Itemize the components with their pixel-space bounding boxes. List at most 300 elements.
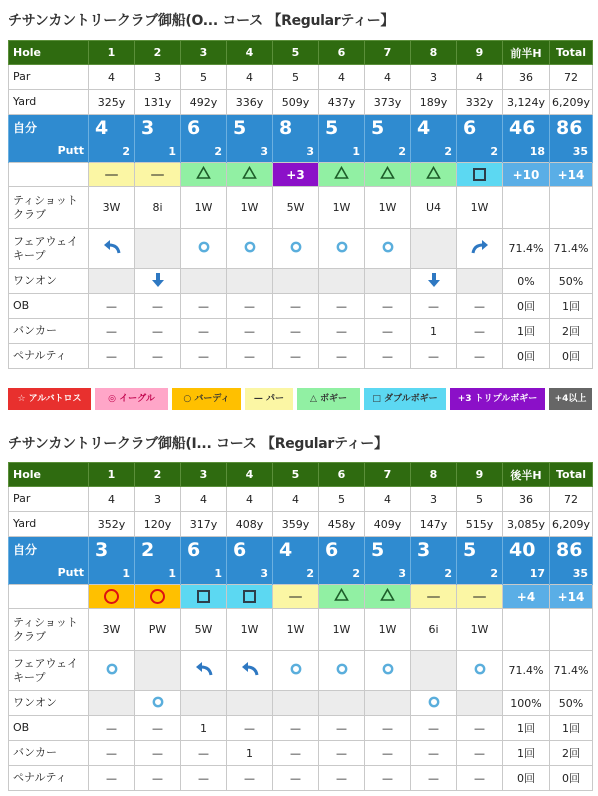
bunker-cell-hole-5: — — [273, 319, 319, 344]
birdie-circle-icon — [104, 589, 119, 604]
tee-club-hole-6: 1W — [319, 187, 365, 229]
tee-club-hole-9: 1W — [457, 609, 503, 651]
yard-half-total: 3,085y — [503, 512, 550, 537]
course-title-in: チサンカントリークラブ御船(I... コース 【Regularティー】 — [8, 436, 388, 452]
small-circle-icon — [290, 241, 302, 255]
ob-cell-hole-9: — — [457, 294, 503, 319]
score-total-value: 86 — [556, 538, 583, 561]
one-on-cell-hole-7 — [365, 691, 411, 716]
score-row — [9, 537, 593, 563]
score-label: 自分 — [9, 537, 89, 563]
putt-cell-hole-1: 1 — [89, 563, 135, 585]
yard-cell-hole-6: 437y — [319, 90, 365, 115]
one-on-cell-hole-9 — [457, 269, 503, 294]
bunker-cell-hole-9: — — [457, 741, 503, 766]
small-circle-icon — [152, 696, 164, 710]
penalty-cell-hole-3: — — [181, 766, 227, 791]
fairway-cell-hole-8 — [411, 651, 457, 691]
yard-half-total: 3,124y — [503, 90, 550, 115]
par-cell-hole-8: 3 — [411, 487, 457, 512]
score-cell-hole-1 — [89, 115, 135, 141]
yard-cell-hole-4: 336y — [227, 90, 273, 115]
putt-cell-hole-1: 2 — [89, 141, 135, 163]
result-cell-hole-6 — [319, 163, 365, 187]
putt-cell-hole-4: 3 — [227, 563, 273, 585]
fairway-cell-hole-1 — [89, 229, 135, 269]
bogey-triangle-icon — [380, 166, 395, 183]
putt-row — [9, 141, 593, 163]
tee-club-hole-6: 1W — [319, 609, 365, 651]
par-cell-hole-3: 5 — [181, 65, 227, 90]
scorecard-out — [8, 40, 593, 369]
bogey-triangle-icon — [380, 588, 395, 605]
tee-shot-label — [9, 187, 89, 229]
penalty-cell-hole-2: — — [135, 766, 181, 791]
result-par-mark: — — [104, 166, 119, 183]
penalty-cell-hole-9: — — [457, 344, 503, 369]
par-cell-hole-9: 4 — [457, 65, 503, 90]
par-cell-hole-5: 5 — [273, 65, 319, 90]
ob-cell-hole-2: — — [135, 716, 181, 741]
yard-row — [9, 512, 593, 537]
result-triple-mark: +3 — [286, 167, 305, 182]
par-cell-hole-4: 4 — [227, 487, 273, 512]
putt-label: Putt — [9, 563, 89, 585]
one-on-cell-hole-5 — [273, 269, 319, 294]
putt-cell-hole-2: 1 — [135, 141, 181, 163]
result-cell-hole-7 — [365, 163, 411, 187]
result-cell-hole-3 — [181, 163, 227, 187]
one-on-cell-hole-3 — [181, 691, 227, 716]
half-header: 前半H — [503, 41, 550, 65]
bunker-cell-hole-1: — — [89, 741, 135, 766]
bunker-cell-hole-6: — — [319, 319, 365, 344]
yard-row — [9, 90, 593, 115]
tee-club-hole-5: 1W — [273, 609, 319, 651]
score-legend — [8, 388, 592, 410]
score-total — [550, 537, 593, 563]
result-cell-hole-3 — [181, 585, 227, 609]
par-cell-hole-2: 3 — [135, 65, 181, 90]
down-arrow-icon — [151, 272, 165, 291]
score-cell-hole-2 — [135, 115, 181, 141]
penalty-row — [9, 766, 593, 791]
putt-cell-hole-8: 2 — [411, 563, 457, 585]
yard-cell-hole-8: 147y — [411, 512, 457, 537]
result-cell-hole-4 — [227, 163, 273, 187]
par-grand-total: 72 — [550, 487, 593, 512]
curved-left-arrow-icon — [194, 661, 214, 680]
result-cell-hole-7 — [365, 585, 411, 609]
ob-row — [9, 294, 593, 319]
yard-label: Yard — [9, 90, 89, 115]
one-on-cell-hole-2 — [135, 691, 181, 716]
fairway-label — [9, 651, 89, 691]
hole-number-9: 9 — [457, 463, 503, 487]
ob-cell-hole-7: — — [365, 716, 411, 741]
yard-cell-hole-9: 332y — [457, 90, 503, 115]
total-header: Total — [550, 41, 593, 65]
yard-cell-hole-8: 189y — [411, 90, 457, 115]
penalty-cell-hole-5: — — [273, 766, 319, 791]
score-cell-hole-8 — [411, 537, 457, 563]
tee-shot-label-text: ティショット クラブ — [13, 193, 78, 221]
fairway-cell-hole-2 — [135, 651, 181, 691]
legend-four-plus: +4以上 — [549, 388, 592, 410]
tee-club-hole-1: 3W — [89, 609, 135, 651]
score-value: 6 — [187, 538, 201, 561]
yard-cell-hole-1: 352y — [89, 512, 135, 537]
fairway-cell-hole-1 — [89, 651, 135, 691]
fairway-label — [9, 229, 89, 269]
one-on-row — [9, 269, 593, 294]
penalty-cell-hole-9: — — [457, 766, 503, 791]
small-circle-icon — [336, 241, 348, 255]
score-cell-hole-1 — [89, 537, 135, 563]
result-half: +10 — [503, 163, 550, 187]
putt-cell-hole-3: 1 — [181, 563, 227, 585]
birdie-circle-icon — [150, 589, 165, 604]
penalty-grand-total: 0回 — [550, 766, 593, 791]
penalty-label: ペナルティ — [9, 344, 89, 369]
score-value: 2 — [141, 538, 155, 561]
result-cell-hole-5 — [273, 163, 319, 187]
one-on-cell-hole-3 — [181, 269, 227, 294]
score-cell-hole-5 — [273, 537, 319, 563]
legend-triple-bogey: +3 トリプルボギー — [450, 388, 545, 410]
one-on-cell-hole-5 — [273, 691, 319, 716]
half-header: 後半H — [503, 463, 550, 487]
hole-number-1: 1 — [89, 41, 135, 65]
yard-grand-total: 6,209y — [550, 512, 593, 537]
bunker-cell-hole-8: 1 — [411, 319, 457, 344]
result-half: +4 — [503, 585, 550, 609]
ob-cell-hole-8: — — [411, 716, 457, 741]
tee-club-hole-7: 1W — [365, 609, 411, 651]
putt-cell-hole-8: 2 — [411, 141, 457, 163]
result-par-mark: — — [472, 588, 487, 605]
result-cell-hole-9 — [457, 585, 503, 609]
score-cell-hole-4 — [227, 537, 273, 563]
double-bogey-square-icon — [243, 590, 256, 603]
par-cell-hole-9: 5 — [457, 487, 503, 512]
penalty-half-total: 0回 — [503, 766, 550, 791]
score-value: 5 — [371, 538, 385, 561]
par-half-total: 36 — [503, 487, 550, 512]
score-value: 6 — [187, 116, 201, 139]
result-label-empty — [9, 585, 89, 609]
fairway-cell-hole-5 — [273, 229, 319, 269]
legend-bogey: △ ボギー — [297, 388, 360, 410]
fairway-label-text: フェアウェイ キープ — [13, 234, 79, 262]
yard-cell-hole-7: 373y — [365, 90, 411, 115]
one-on-half: 100% — [503, 691, 550, 716]
score-cell-hole-3 — [181, 115, 227, 141]
result-label-empty — [9, 163, 89, 187]
bunker-row — [9, 741, 593, 766]
yard-cell-hole-4: 408y — [227, 512, 273, 537]
fairway-cell-hole-7 — [365, 229, 411, 269]
ob-half-total: 0回 — [503, 294, 550, 319]
result-total: +14 — [550, 163, 593, 187]
ob-cell-hole-1: — — [89, 294, 135, 319]
result-cell-hole-6 — [319, 585, 365, 609]
fairway-total: 71.4% — [550, 651, 593, 691]
bogey-triangle-icon — [334, 166, 349, 183]
putt-half: 17 — [503, 563, 550, 585]
tee-club-hole-7: 1W — [365, 187, 411, 229]
yard-cell-hole-2: 120y — [135, 512, 181, 537]
score-value: 5 — [325, 116, 339, 139]
tee-club-hole-3: 1W — [181, 187, 227, 229]
penalty-row — [9, 344, 593, 369]
down-arrow-icon — [427, 272, 441, 291]
tee-shot-row — [9, 609, 593, 651]
tee-club-hole-8: 6i — [411, 609, 457, 651]
total-header: Total — [550, 463, 593, 487]
bunker-cell-hole-9: — — [457, 319, 503, 344]
fairway-cell-hole-7 — [365, 651, 411, 691]
tee-shot-label — [9, 609, 89, 651]
penalty-cell-hole-5: — — [273, 344, 319, 369]
par-cell-hole-1: 4 — [89, 487, 135, 512]
ob-cell-hole-2: — — [135, 294, 181, 319]
small-circle-icon — [382, 241, 394, 255]
bunker-grand-total: 2回 — [550, 741, 593, 766]
par-cell-hole-1: 4 — [89, 65, 135, 90]
score-cell-hole-2 — [135, 537, 181, 563]
penalty-cell-hole-4: — — [227, 766, 273, 791]
fairway-cell-hole-5 — [273, 651, 319, 691]
score-value: 5 — [371, 116, 385, 139]
fairway-cell-hole-3 — [181, 651, 227, 691]
score-value: 4 — [95, 116, 109, 139]
one-on-cell-hole-8 — [411, 269, 457, 294]
penalty-cell-hole-3: — — [181, 344, 227, 369]
double-bogey-square-icon — [473, 168, 486, 181]
bunker-cell-hole-3: — — [181, 319, 227, 344]
hole-number-9: 9 — [457, 41, 503, 65]
score-half-value: 40 — [509, 538, 536, 561]
ob-grand-total: 1回 — [550, 716, 593, 741]
bunker-cell-hole-4: — — [227, 319, 273, 344]
putt-cell-hole-2: 1 — [135, 563, 181, 585]
ob-cell-hole-3: — — [181, 294, 227, 319]
score-cell-hole-9 — [457, 115, 503, 141]
result-row — [9, 585, 593, 609]
yard-cell-hole-7: 409y — [365, 512, 411, 537]
result-par-mark: — — [288, 588, 303, 605]
result-cell-hole-8 — [411, 585, 457, 609]
curved-right-arrow-icon — [470, 239, 490, 258]
yard-cell-hole-5: 509y — [273, 90, 319, 115]
score-value: 3 — [95, 538, 109, 561]
small-circle-icon — [474, 663, 486, 677]
hole-header-label: Hole — [9, 463, 89, 487]
par-cell-hole-4: 4 — [227, 65, 273, 90]
par-label: Par — [9, 487, 89, 512]
one-on-total: 50% — [550, 269, 593, 294]
score-cell-hole-3 — [181, 537, 227, 563]
course-title-out: チサンカントリークラブ御船(O... コース 【Regularティー】 — [8, 13, 395, 29]
small-circle-icon — [198, 241, 210, 255]
one-on-cell-hole-1 — [89, 691, 135, 716]
penalty-cell-hole-1: — — [89, 766, 135, 791]
score-value: 6 — [233, 538, 247, 561]
score-cell-hole-5 — [273, 115, 319, 141]
tee-total — [550, 187, 593, 229]
hole-number-8: 8 — [411, 41, 457, 65]
tee-club-hole-1: 3W — [89, 187, 135, 229]
fairway-cell-hole-2 — [135, 229, 181, 269]
score-cell-hole-6 — [319, 537, 365, 563]
yard-cell-hole-9: 515y — [457, 512, 503, 537]
putt-cell-hole-9: 2 — [457, 141, 503, 163]
fairway-cell-hole-9 — [457, 651, 503, 691]
score-cell-hole-4 — [227, 115, 273, 141]
hole-number-7: 7 — [365, 41, 411, 65]
bunker-grand-total: 2回 — [550, 319, 593, 344]
ob-grand-total: 1回 — [550, 294, 593, 319]
hole-number-2: 2 — [135, 463, 181, 487]
fairway-cell-hole-8 — [411, 229, 457, 269]
score-row — [9, 115, 593, 141]
result-cell-hole-5 — [273, 585, 319, 609]
hole-number-5: 5 — [273, 41, 319, 65]
score-cell-hole-8 — [411, 115, 457, 141]
fairway-total: 71.4% — [550, 229, 593, 269]
putt-total: 35 — [550, 141, 593, 163]
ob-row — [9, 716, 593, 741]
curved-left-arrow-icon — [240, 661, 260, 680]
putt-half: 18 — [503, 141, 550, 163]
ob-cell-hole-1: — — [89, 716, 135, 741]
double-bogey-square-icon — [197, 590, 210, 603]
bunker-cell-hole-5: — — [273, 741, 319, 766]
curved-left-arrow-icon — [102, 239, 122, 258]
penalty-cell-hole-7: — — [365, 344, 411, 369]
bunker-cell-hole-7: — — [365, 319, 411, 344]
penalty-cell-hole-4: — — [227, 344, 273, 369]
fairway-row — [9, 651, 593, 691]
tee-club-hole-8: U4 — [411, 187, 457, 229]
putt-total: 35 — [550, 563, 593, 585]
penalty-cell-hole-8: — — [411, 766, 457, 791]
bogey-triangle-icon — [426, 166, 441, 183]
small-circle-icon — [382, 663, 394, 677]
yard-cell-hole-5: 359y — [273, 512, 319, 537]
one-on-cell-hole-4 — [227, 691, 273, 716]
putt-cell-hole-6: 1 — [319, 141, 365, 163]
hole-number-6: 6 — [319, 463, 365, 487]
putt-cell-hole-9: 2 — [457, 563, 503, 585]
penalty-cell-hole-7: — — [365, 766, 411, 791]
one-on-half: 0% — [503, 269, 550, 294]
score-half — [503, 115, 550, 141]
ob-cell-hole-3: 1 — [181, 716, 227, 741]
score-cell-hole-6 — [319, 115, 365, 141]
ob-cell-hole-9: — — [457, 716, 503, 741]
result-par-mark: — — [150, 166, 165, 183]
ob-label: OB — [9, 716, 89, 741]
bunker-half-total: 1回 — [503, 741, 550, 766]
score-cell-hole-7 — [365, 115, 411, 141]
ob-cell-hole-6: — — [319, 294, 365, 319]
yard-grand-total: 6,209y — [550, 90, 593, 115]
tee-club-hole-2: PW — [135, 609, 181, 651]
score-cell-hole-9 — [457, 537, 503, 563]
legend-albatross: ☆ アルバトロス — [8, 388, 91, 410]
result-cell-hole-1 — [89, 585, 135, 609]
par-cell-hole-3: 4 — [181, 487, 227, 512]
penalty-cell-hole-8: — — [411, 344, 457, 369]
hole-header-label: Hole — [9, 41, 89, 65]
ob-label: OB — [9, 294, 89, 319]
score-total-value: 86 — [556, 116, 583, 139]
score-value: 4 — [279, 538, 293, 561]
hole-number-1: 1 — [89, 463, 135, 487]
par-cell-hole-6: 5 — [319, 487, 365, 512]
one-on-label: ワンオン — [9, 691, 89, 716]
bunker-row — [9, 319, 593, 344]
one-on-label: ワンオン — [9, 269, 89, 294]
tee-club-hole-4: 1W — [227, 187, 273, 229]
bogey-triangle-icon — [242, 166, 257, 183]
small-circle-icon — [244, 241, 256, 255]
tee-total — [550, 609, 593, 651]
fairway-half: 71.4% — [503, 229, 550, 269]
one-on-cell-hole-6 — [319, 269, 365, 294]
score-value: 3 — [141, 116, 155, 139]
one-on-cell-hole-6 — [319, 691, 365, 716]
score-label: 自分 — [9, 115, 89, 141]
tee-club-hole-4: 1W — [227, 609, 273, 651]
yard-cell-hole-1: 325y — [89, 90, 135, 115]
bunker-label: バンカー — [9, 319, 89, 344]
one-on-cell-hole-1 — [89, 269, 135, 294]
bunker-cell-hole-6: — — [319, 741, 365, 766]
one-on-row — [9, 691, 593, 716]
tee-club-hole-5: 5W — [273, 187, 319, 229]
legend-double-bogey: □ ダブルボギー — [364, 388, 446, 410]
hole-number-4: 4 — [227, 41, 273, 65]
one-on-cell-hole-4 — [227, 269, 273, 294]
score-cell-hole-7 — [365, 537, 411, 563]
small-circle-icon — [290, 663, 302, 677]
penalty-cell-hole-1: — — [89, 344, 135, 369]
putt-cell-hole-6: 2 — [319, 563, 365, 585]
penalty-half-total: 0回 — [503, 344, 550, 369]
hole-number-3: 3 — [181, 41, 227, 65]
score-half — [503, 537, 550, 563]
bunker-cell-hole-8: — — [411, 741, 457, 766]
tee-club-hole-3: 5W — [181, 609, 227, 651]
tee-shot-row — [9, 187, 593, 229]
bunker-cell-hole-4: 1 — [227, 741, 273, 766]
score-value: 4 — [417, 116, 431, 139]
ob-cell-hole-6: — — [319, 716, 365, 741]
one-on-cell-hole-8 — [411, 691, 457, 716]
yard-cell-hole-6: 458y — [319, 512, 365, 537]
ob-cell-hole-4: — — [227, 716, 273, 741]
par-grand-total: 72 — [550, 65, 593, 90]
tee-club-hole-2: 8i — [135, 187, 181, 229]
bunker-cell-hole-2: — — [135, 319, 181, 344]
putt-cell-hole-4: 3 — [227, 141, 273, 163]
putt-label: Putt — [9, 141, 89, 163]
bunker-cell-hole-1: — — [89, 319, 135, 344]
one-on-total: 50% — [550, 691, 593, 716]
